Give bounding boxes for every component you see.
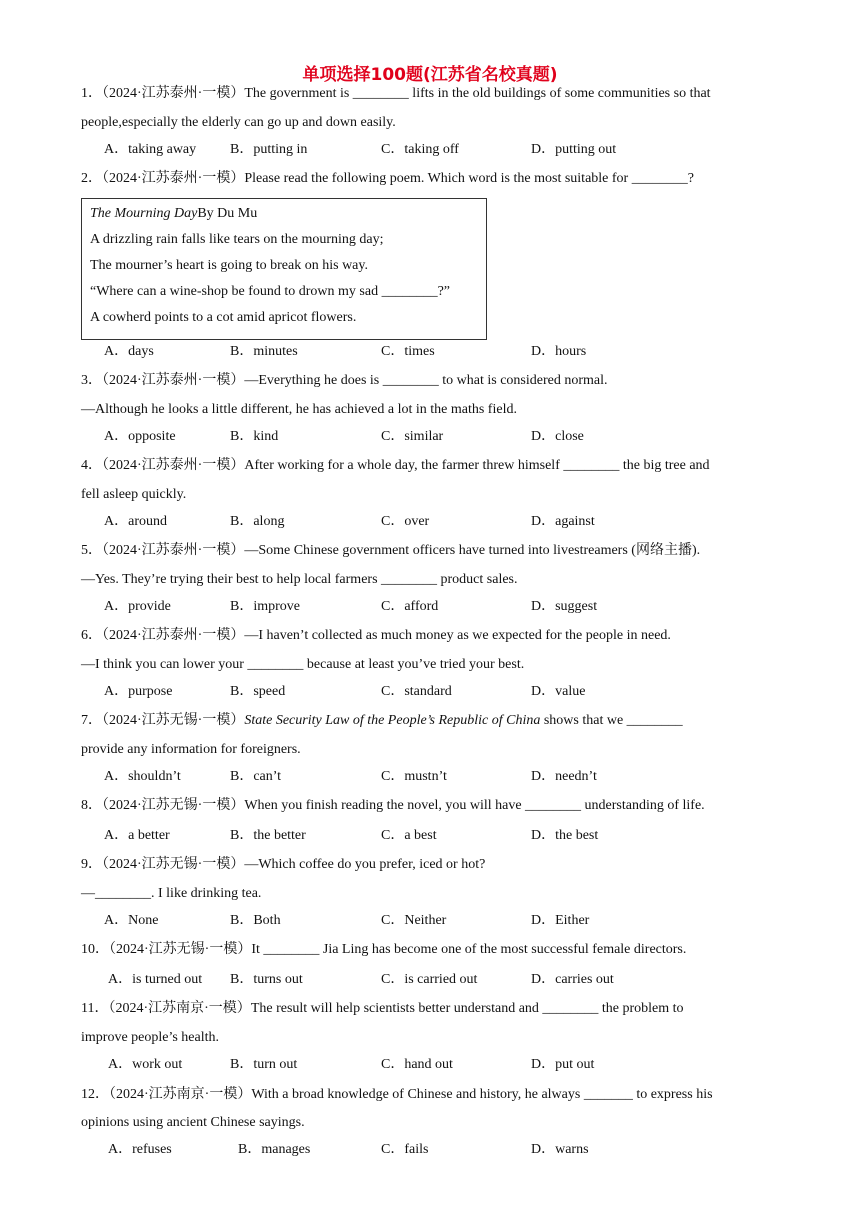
option-c[interactable]: C．similar bbox=[381, 429, 444, 444]
question-11-stem bbox=[81, 999, 684, 1019]
question-source: （2024·江苏南京·一模） bbox=[109, 1087, 252, 1102]
question-source: （2024·江苏无锡·一模） bbox=[109, 942, 252, 957]
option-d[interactable]: D．Either bbox=[531, 913, 590, 928]
question-2-stem bbox=[81, 169, 694, 189]
question-number: 11． bbox=[81, 1001, 109, 1016]
question-8-stem bbox=[81, 796, 705, 816]
question-number: 5． bbox=[81, 543, 102, 558]
option-b[interactable]: B．turns out bbox=[230, 972, 303, 987]
option-d[interactable]: D．carries out bbox=[531, 972, 614, 987]
question-9-options bbox=[0, 911, 860, 931]
option-b[interactable]: B．minutes bbox=[230, 344, 298, 359]
option-d[interactable]: D．putting out bbox=[531, 142, 617, 157]
option-a[interactable]: A．is turned out bbox=[108, 972, 203, 987]
option-a[interactable]: A．opposite bbox=[104, 429, 176, 444]
option-b[interactable]: B．turn out bbox=[230, 1057, 298, 1072]
option-d[interactable]: D．warns bbox=[531, 1142, 589, 1157]
poem-box bbox=[81, 198, 487, 340]
question-6-options bbox=[0, 682, 860, 702]
option-b[interactable]: B．putting in bbox=[230, 142, 308, 157]
option-c[interactable]: C．taking off bbox=[381, 142, 459, 157]
option-d[interactable]: D．the best bbox=[531, 828, 599, 843]
question-source: （2024·江苏无锡·一模） bbox=[102, 857, 245, 872]
poem-author: By Du Mu bbox=[197, 206, 258, 221]
question-text: When you finish reading the novel, you will have ________ understanding of life. bbox=[244, 798, 705, 813]
question-number: 8． bbox=[81, 798, 102, 813]
question-3-options bbox=[0, 427, 860, 447]
option-c[interactable]: C．times bbox=[381, 344, 435, 359]
question-10-stem bbox=[81, 940, 686, 960]
option-a[interactable]: A．shouldn’t bbox=[104, 769, 181, 784]
question-source: （2024·江苏无锡·一模） bbox=[102, 713, 245, 728]
law-title: State Security Law of the People’s Republic of China bbox=[244, 713, 541, 728]
page-title: 单项选择100题(江苏省名校真题) bbox=[302, 65, 558, 85]
question-source: （2024·江苏泰州·一模） bbox=[102, 171, 245, 186]
question-5-options bbox=[0, 597, 860, 617]
option-c[interactable]: C．afford bbox=[381, 599, 439, 614]
question-source: （2024·江苏泰州·一模） bbox=[102, 86, 245, 101]
option-c[interactable]: C．a best bbox=[381, 828, 437, 843]
question-number: 6． bbox=[81, 628, 102, 643]
question-text: —Which coffee do you prefer, iced or hot? bbox=[244, 857, 486, 872]
option-a[interactable]: A．provide bbox=[104, 599, 171, 614]
question-12-stem bbox=[81, 1085, 713, 1105]
option-b[interactable]: B．speed bbox=[230, 684, 286, 699]
option-b[interactable]: B．along bbox=[230, 514, 285, 529]
question-number: 7． bbox=[81, 713, 102, 728]
option-a[interactable]: A．taking away bbox=[104, 142, 197, 157]
question-text: Please read the following poem. Which word is the most suitable for ________? bbox=[244, 171, 694, 186]
option-a[interactable]: A．work out bbox=[108, 1057, 183, 1072]
question-9-stem-cont: —________. I like drinking tea. bbox=[81, 886, 262, 901]
option-c[interactable]: C．Neither bbox=[381, 913, 447, 928]
question-12-options bbox=[0, 1140, 860, 1160]
option-b[interactable]: B．can’t bbox=[230, 769, 282, 784]
question-number: 9． bbox=[81, 857, 102, 872]
option-a[interactable]: A．None bbox=[104, 913, 159, 928]
question-7-options bbox=[0, 767, 860, 787]
question-4-stem-cont: fell asleep quickly. bbox=[81, 487, 187, 502]
poem-line: “Where can a wine-shop be found to drown my sad ________?” bbox=[90, 284, 451, 299]
option-c[interactable]: C．standard bbox=[381, 684, 452, 699]
option-d[interactable]: D．value bbox=[531, 684, 586, 699]
question-text: —Everything he does is ________ to what is considered normal. bbox=[244, 373, 608, 388]
option-b[interactable]: B．improve bbox=[230, 599, 300, 614]
question-7-stem bbox=[81, 711, 683, 731]
question-12-stem-cont: opinions using ancient Chinese sayings. bbox=[81, 1115, 305, 1130]
option-d[interactable]: D．close bbox=[531, 429, 584, 444]
option-c[interactable]: C．hand out bbox=[381, 1057, 453, 1072]
question-7-stem-cont: provide any information for foreigners. bbox=[81, 742, 301, 757]
question-text: —I haven’t collected as much money as we expected for the people in need. bbox=[244, 628, 671, 643]
option-a[interactable]: A．refuses bbox=[108, 1142, 172, 1157]
question-number: 4． bbox=[81, 458, 102, 473]
option-a[interactable]: A．around bbox=[104, 514, 167, 529]
option-b[interactable]: B．Both bbox=[230, 913, 281, 928]
question-source: （2024·江苏无锡·一模） bbox=[102, 798, 245, 813]
question-source: （2024·江苏泰州·一模） bbox=[102, 628, 245, 643]
option-a[interactable]: A．a better bbox=[104, 828, 170, 843]
question-1-stem-cont: people,especially the elderly can go up and down easily. bbox=[81, 115, 396, 130]
poem-line: The mourner’s heart is going to break on his way. bbox=[90, 258, 368, 273]
poem-line: A cowherd points to a cot amid apricot flowers. bbox=[90, 310, 357, 325]
question-source: （2024·江苏南京·一模） bbox=[108, 1001, 251, 1016]
option-c[interactable]: C．over bbox=[381, 514, 430, 529]
question-text: It ________ Jia Ling has become one of the most successful female directors. bbox=[251, 942, 687, 957]
question-number: 1． bbox=[81, 86, 102, 101]
option-d[interactable]: D．suggest bbox=[531, 599, 598, 614]
poem-title: The Mourning Day bbox=[90, 206, 198, 221]
option-d[interactable]: D．put out bbox=[531, 1057, 595, 1072]
question-4-options bbox=[0, 512, 860, 532]
option-b[interactable]: B．manages bbox=[238, 1142, 311, 1157]
question-text: With a broad knowledge of Chinese and history, he always _______ to express his bbox=[251, 1087, 713, 1102]
question-text: —Some Chinese government officers have turned into livestreamers (网络主播). bbox=[244, 543, 701, 558]
poem-heading bbox=[90, 204, 257, 224]
question-text: After working for a whole day, the farmer threw himself ________ the big tree and bbox=[244, 458, 710, 473]
question-6-stem bbox=[81, 626, 671, 646]
question-number: 10． bbox=[81, 942, 109, 957]
question-source: （2024·江苏泰州·一模） bbox=[102, 373, 245, 388]
option-a[interactable]: A．purpose bbox=[104, 684, 173, 699]
poem-line: A drizzling rain falls like tears on the mourning day; bbox=[90, 232, 384, 247]
question-6-stem-cont: —I think you can lower your ________ because at least you’ve tried your best. bbox=[81, 657, 525, 672]
question-11-stem-cont: improve people’s health. bbox=[81, 1030, 220, 1045]
question-source: （2024·江苏泰州·一模） bbox=[102, 543, 245, 558]
question-5-stem-cont: —Yes. They’re trying their best to help local farmers ________ product sales. bbox=[81, 572, 518, 587]
option-d[interactable]: D．hours bbox=[531, 344, 587, 359]
option-b[interactable]: B．kind bbox=[230, 429, 279, 444]
question-number: 3． bbox=[81, 373, 102, 388]
question-4-stem bbox=[81, 456, 710, 476]
question-3-stem-cont: —Although he looks a little different, he has achieved a lot in the maths field. bbox=[81, 402, 517, 417]
question-number: 12． bbox=[81, 1087, 109, 1102]
option-d[interactable]: D．needn’t bbox=[531, 769, 597, 784]
question-text: The result will help scientists better understand and ________ the problem to bbox=[250, 1001, 684, 1016]
question-8-options bbox=[0, 826, 860, 846]
option-a[interactable]: A．days bbox=[104, 344, 154, 359]
question-2-options bbox=[0, 342, 860, 362]
question-1-stem bbox=[81, 84, 711, 104]
question-5-stem bbox=[81, 541, 700, 561]
option-c[interactable]: C．mustn’t bbox=[381, 769, 447, 784]
question-number: 2． bbox=[81, 171, 102, 186]
question-3-stem bbox=[81, 371, 608, 391]
option-b[interactable]: B．the better bbox=[230, 828, 306, 843]
option-d[interactable]: D．against bbox=[531, 514, 595, 529]
option-c[interactable]: C．fails bbox=[381, 1142, 429, 1157]
option-c[interactable]: C．is carried out bbox=[381, 972, 478, 987]
question-source: （2024·江苏泰州·一模） bbox=[102, 458, 245, 473]
question-9-stem bbox=[81, 855, 485, 875]
question-text: The government is ________ lifts in the old buildings of some communities so that bbox=[244, 86, 711, 101]
question-1-options bbox=[0, 140, 860, 160]
question-10-options bbox=[0, 970, 860, 990]
question-text: shows that we ________ bbox=[540, 713, 683, 728]
question-11-options bbox=[0, 1055, 860, 1075]
